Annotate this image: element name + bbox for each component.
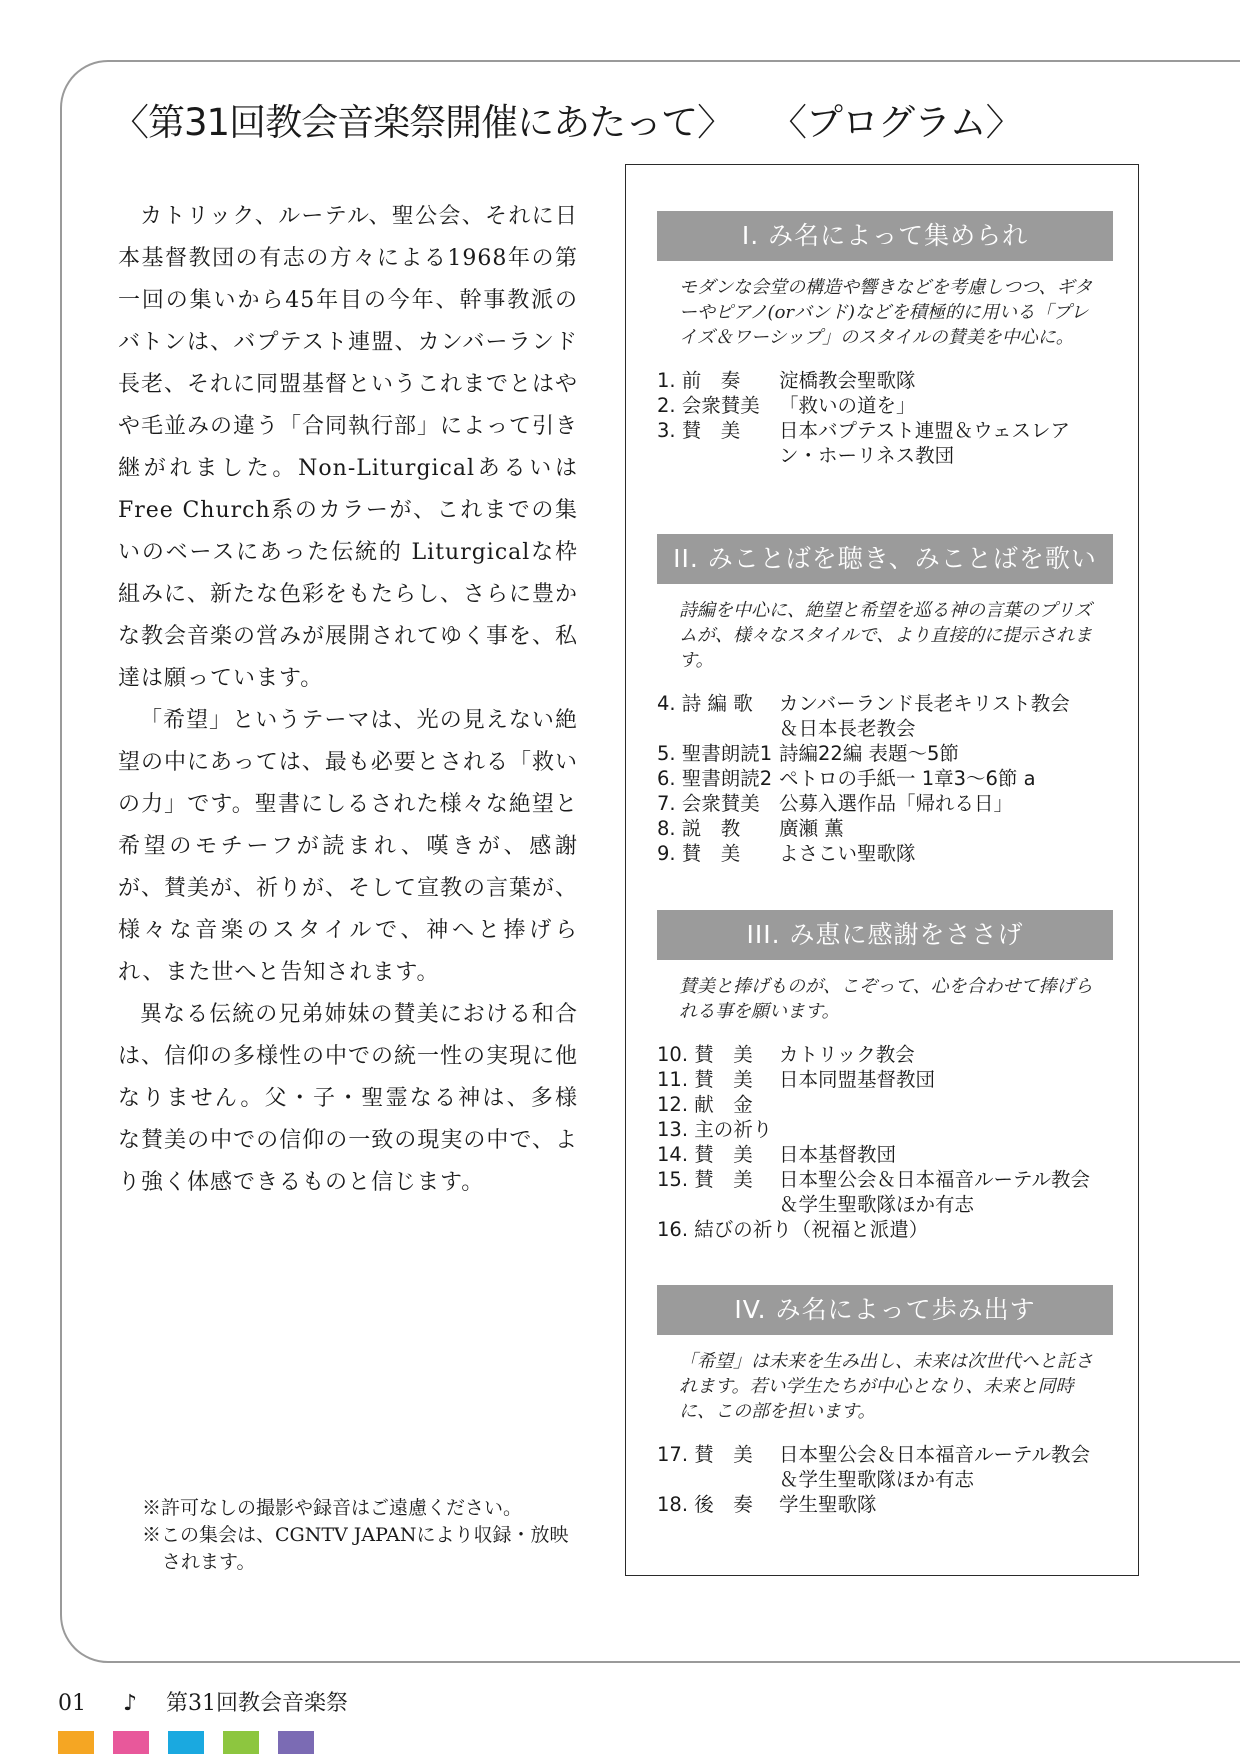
program-item xyxy=(657,393,1113,418)
program-heading: 〈プログラム〉 xyxy=(770,101,1022,144)
program-item xyxy=(657,841,1113,866)
program-item xyxy=(657,1067,1113,1092)
program-item xyxy=(657,791,1113,816)
item-label: 2. 会衆賛美 xyxy=(657,394,760,417)
item-performer: 公募入選作品「帰れる日」 xyxy=(779,792,1014,815)
notice-block xyxy=(142,1495,572,1576)
music-note-icon: ♪ xyxy=(123,1691,138,1716)
item-performer-continued: ＆日本長老教会 xyxy=(779,717,916,740)
section-title: IV. み名によって歩み出す xyxy=(657,1285,1113,1335)
item-performer: 淀橋教会聖歌隊 xyxy=(779,369,916,392)
item-label: 9. 賛 美 xyxy=(657,842,741,865)
program-item xyxy=(657,1442,1113,1492)
item-performer-continued: ン・ホーリネス教団 xyxy=(779,444,955,467)
program-section xyxy=(657,1285,1113,1537)
section-description: 詩編を中心に、絶望と希望を巡る神の言葉のプリズムが、様々なスタイルで、より直接的に提示されます。 xyxy=(679,600,1093,671)
footer-title: 第31回教会音楽祭 xyxy=(166,1691,349,1716)
program-item xyxy=(657,1117,1113,1142)
item-label: 15. 賛 美 xyxy=(657,1168,753,1191)
item-performer: 日本聖公会＆日本福音ルーテル教会 xyxy=(779,1168,1091,1191)
item-label: 4. 詩 編 歌 xyxy=(657,692,753,715)
item-performer: 日本バプテスト連盟＆ウェスレア xyxy=(779,419,1070,442)
item-label: 12. 献 金 xyxy=(657,1093,753,1116)
color-swatch xyxy=(58,1731,94,1754)
program-list xyxy=(657,1442,1113,1517)
intro-heading: 〈第31回教会音楽祭開催にあたって〉 xyxy=(112,101,734,144)
program-item xyxy=(657,1142,1113,1167)
item-performer: ペトロの手紙一 1章3〜6節 a xyxy=(779,767,1036,790)
item-label: 7. 会衆賛美 xyxy=(657,792,760,815)
item-performer xyxy=(779,1117,1113,1142)
page-footer xyxy=(58,1686,348,1717)
program-list xyxy=(657,691,1113,866)
item-performer: カトリック教会 xyxy=(779,1043,915,1066)
program-item xyxy=(657,816,1113,841)
program-box xyxy=(625,164,1139,1576)
section-description: 「希望」は未来を生み出し、未来は次世代へと託されます。若い学生たちが中心となり、未来と同時に、この部を担います。 xyxy=(679,1351,1093,1422)
page-number: 01 xyxy=(58,1691,86,1716)
item-label: 18. 後 奏 xyxy=(657,1493,753,1516)
item-label: 6. 聖書朗読2 xyxy=(657,767,773,790)
program-item xyxy=(657,1492,1113,1517)
program-item xyxy=(657,418,1113,468)
color-swatch xyxy=(168,1731,204,1754)
program-item xyxy=(657,691,1113,741)
section-description: モダンな会堂の構造や響きなどを考慮しつつ、ギターやピアノ(orバンド)などを積極的に用いる「プレイズ＆ワーシップ」のスタイルの賛美を中心に。 xyxy=(679,277,1093,348)
program-item xyxy=(657,1092,1113,1117)
item-label: 1. 前 奏 xyxy=(657,369,741,392)
item-performer-continued: ＆学生聖歌隊ほか有志 xyxy=(779,1468,975,1491)
intro-paragraph: 「希望」というテーマは、光の見えない絶望の中にあっては、最も必要とされる「救いの力」です。聖書にしるされた様々な絶望と希望のモチーフが読まれ、嘆きが、感謝が、賛美が、祈りが、そして宣教の言葉が、様々な音楽のスタイルで、神へと捧げられ、また世へと告知されます。 xyxy=(118,708,579,985)
program-section xyxy=(657,534,1113,886)
program-list xyxy=(657,1042,1113,1242)
item-performer: 日本基督教団 xyxy=(779,1143,897,1166)
item-label: 13. 主の祈り xyxy=(657,1118,773,1141)
item-performer xyxy=(779,1092,1113,1117)
color-swatch xyxy=(223,1731,259,1754)
item-performer: 廣瀬 薫 xyxy=(779,817,844,840)
intro-paragraph: カトリック、ルーテル、聖公会、それに日本基督教団の有志の方々による1968年の第一回の集いから45年目の今年、幹事教派のバトンは、バプテスト連盟、カンバーランド長老、それに同盟基督というこれまでとはやや毛並みの違う「合同執行部」によって引き継がれました。Non-Liturgicalあるいは Free Church系のカラーが、これまでの集いのベースにあった伝統的 Liturgicalな枠組みに、新たな色彩をもたらし、さらに豊かな教会音楽の営みが展開されてゆく事を、私達は願っています。 xyxy=(118,204,579,691)
item-performer: 日本聖公会＆日本福音ルーテル教会 xyxy=(779,1443,1091,1466)
program-section xyxy=(657,910,1113,1262)
program-item xyxy=(657,1217,1113,1242)
section-description: 賛美と捧げものが、こぞって、心を合わせて捧げられる事を願います。 xyxy=(679,976,1093,1022)
item-label: 5. 聖書朗読1 xyxy=(657,742,773,765)
program-item xyxy=(657,1167,1113,1217)
item-performer: 日本同盟基督教団 xyxy=(779,1068,936,1091)
item-label: 10. 賛 美 xyxy=(657,1043,753,1066)
item-label: 16. 結びの祈り（祝福と派遣） xyxy=(657,1218,929,1241)
item-performer: カンバーランド長老キリスト教会 xyxy=(779,692,1070,715)
item-label: 14. 賛 美 xyxy=(657,1143,753,1166)
section-title: II. みことばを聴き、みことばを歌い xyxy=(657,534,1113,584)
color-swatch xyxy=(278,1731,314,1754)
item-label: 3. 賛 美 xyxy=(657,419,741,442)
item-label: 11. 賛 美 xyxy=(657,1068,753,1091)
program-item xyxy=(657,741,1113,766)
section-title: I. み名によって集められ xyxy=(657,211,1113,261)
item-performer: 学生聖歌隊 xyxy=(779,1493,877,1516)
item-performer-continued: ＆学生聖歌隊ほか有志 xyxy=(779,1193,975,1216)
program-item xyxy=(657,766,1113,791)
program-item xyxy=(657,1042,1113,1067)
program-list xyxy=(657,368,1113,468)
program-item xyxy=(657,368,1113,393)
item-performer: 「救いの道を」 xyxy=(779,394,916,417)
item-performer: よさこい聖歌隊 xyxy=(779,842,916,865)
item-label: 8. 説 教 xyxy=(657,817,741,840)
section-title: III. み恵に感謝をささげ xyxy=(657,910,1113,960)
notice-line: ※この集会は、CGNTV JAPANにより収録・放映されます。 xyxy=(142,1524,569,1573)
item-label: 17. 賛 美 xyxy=(657,1443,753,1466)
item-performer: 詩編22編 表題〜5節 xyxy=(779,742,959,765)
notice-line: ※許可なしの撮影や録音はご遠慮ください。 xyxy=(142,1497,523,1519)
intro-paragraph: 異なる伝統の兄弟姉妹の賛美における和合は、信仰の多様性の中での統一性の実現に他なりません。父・子・聖霊なる神は、多様な賛美の中での信仰の一致の現実の中で、より強く体感できるものと信じます。 xyxy=(118,1002,579,1195)
program-section xyxy=(657,211,1113,488)
intro-text xyxy=(118,196,578,1204)
color-swatch xyxy=(113,1731,149,1754)
